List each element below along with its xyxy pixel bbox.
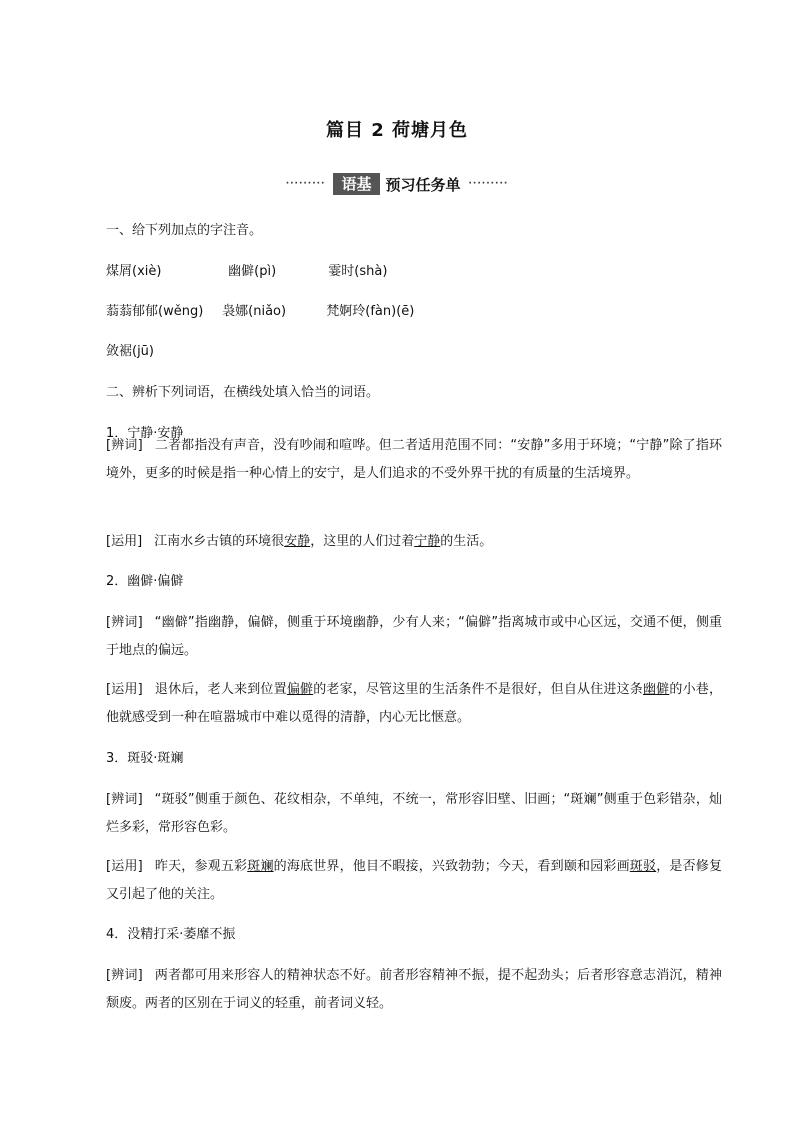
bianci-tag: [辨词] — [106, 968, 143, 983]
yunyong-text: 江南水乡古镇的环境很 — [154, 534, 285, 549]
item-4-bianci — [106, 962, 722, 1018]
yunyong-text: ，是否修复又引起了他的关注。 — [106, 859, 722, 902]
item-1-yunyong — [106, 528, 722, 556]
pinyin-item: 霎时(shà) — [328, 264, 388, 279]
page-title: 篇目 2 荷塘月色 — [325, 120, 469, 141]
bianci-tag: [辨词] — [106, 438, 143, 453]
item-2-heading: 2．幽僻·偏僻 — [106, 574, 184, 589]
bianci-text: 两者都可用来形容人的精神状态不好。前者形容精神不振，提不起劲头；后者形容意志消沉，精神颓废。两者的区别在于词义的轻重，前者词义轻。 — [106, 968, 722, 1011]
answer-word: 安静 — [284, 534, 311, 549]
yunyong-text: ，这里的人们过着 — [310, 534, 415, 549]
item-1-heading: 1．宁静·安静 — [106, 426, 184, 441]
item-2-bianci — [106, 609, 722, 665]
pinyin-row-2 — [106, 303, 726, 321]
yunyong-text: 的生活。 — [440, 534, 493, 549]
answer-word: 斑斓 — [247, 859, 274, 874]
answer-word: 偏僻 — [286, 682, 314, 697]
item-2-yunyong — [106, 676, 722, 732]
bianci-tag: [辨词] — [106, 615, 143, 630]
pinyin-item: 袅娜(niǎo) — [222, 304, 287, 319]
item-3-heading: 3．斑驳·斑斓 — [106, 751, 184, 766]
answer-word: 宁静 — [414, 534, 441, 549]
section-banner — [0, 172, 794, 196]
pinyin-item: 梵婀玲(fàn)(ē) — [326, 304, 415, 319]
bianci-text: “幽僻”指幽静，偏僻，侧重于环境幽静，少有人来；“偏僻”指离城市或中心区远，交通不便，侧重于地点的偏远。 — [106, 615, 722, 658]
yunyong-text: 的老家，尽管这里的生活条件不是很好，但自从住进这条 — [313, 682, 643, 697]
banner-tag: 语基 — [333, 173, 379, 195]
yunyong-text: 的小巷，他就感受到一种在喧嚣城市中难以觅得的清静，内心无比惬意。 — [106, 682, 722, 725]
banner-dots-left: ········· — [285, 179, 326, 189]
item-3-bianci — [106, 786, 722, 842]
yunyong-tag: [运用] — [106, 682, 143, 697]
pinyin-item: 煤屑(xiè) — [106, 264, 162, 279]
bianci-text: 二者都指没有声音，没有吵闹和喧哗。但二者适用范围不同：“安静”多用于环境；“宁静”除了指环境外，更多的时候是指一种心情上的安宁，是人们追求的不受外界干扰的有质量的生活境界。 — [106, 438, 722, 481]
section1-heading: 一、给下列加点的字注音。 — [106, 223, 263, 238]
answer-word: 幽僻 — [642, 682, 670, 697]
answer-word: 斑驳 — [629, 859, 657, 874]
banner-label: 预习任务单 — [385, 175, 461, 194]
item-3-yunyong — [106, 853, 722, 909]
yunyong-text: 昨天，参观五彩 — [154, 859, 248, 874]
banner-dots-right: ········· — [468, 179, 509, 189]
bianci-text: “斑驳”侧重于颜色、花纹相杂，不单纯，不统一，常形容旧壁、旧画；“斑斓”侧重于色彩错杂，灿烂多彩，常形容色彩。 — [106, 792, 722, 835]
yunyong-text: 退休后，老人来到位置 — [154, 682, 287, 697]
pinyin-item: 蓊蓊郁郁(wěng) — [106, 304, 204, 319]
pinyin-row-1 — [106, 263, 726, 281]
yunyong-text: 的海底世界，他目不暇接，兴致勃勃；今天，看到颐和园彩画 — [273, 859, 630, 874]
bianci-tag: [辨词] — [106, 792, 143, 807]
section2-heading: 二、辨析下列词语，在横线处填入恰当的词语。 — [106, 385, 380, 400]
pinyin-item: 敛裾(jū) — [106, 344, 154, 359]
yunyong-tag: [运用] — [106, 859, 143, 874]
item-4-heading: 4．没精打采·萎靡不振 — [106, 927, 236, 942]
item-1-bianci — [106, 432, 722, 488]
yunyong-tag: [运用] — [106, 534, 143, 549]
pinyin-row-3 — [106, 343, 726, 361]
pinyin-item: 幽僻(pì) — [228, 264, 277, 279]
